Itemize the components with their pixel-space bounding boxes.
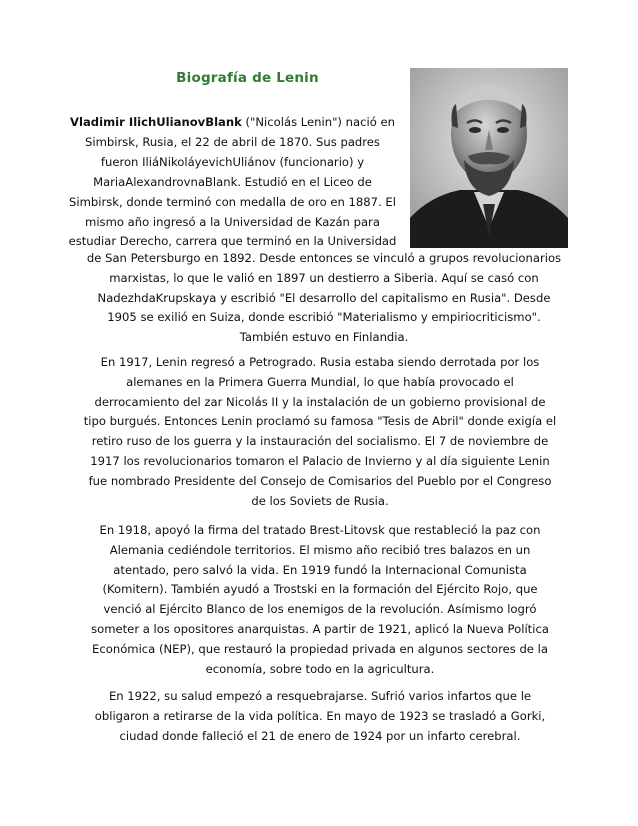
paragraph-line: obligaron a retirarse de la vida política. En mayo de 1923 se trasladó a Gorki, bbox=[94, 708, 546, 723]
paragraph-line: de los Soviets de Rusia. bbox=[251, 493, 389, 508]
paragraph-line: NadezhdaKrupskaya y escribió "El desarrollo del capitalismo en Rusia". Desde bbox=[97, 290, 551, 305]
paragraph-line: economía, sobre todo en la agricultura. bbox=[205, 661, 435, 676]
paragraph-line: de San Petersburgo en 1892. Desde entonces se vinculó a grupos revolucionarios bbox=[86, 251, 562, 265]
paragraph-3 bbox=[75, 521, 565, 679]
intro-line: estudiar Derecho, carrera que terminó en la Universidad bbox=[68, 234, 397, 249]
paragraph-4 bbox=[75, 687, 565, 746]
paragraph-line: alemanes en la Primera Guerra Mundial, lo que había provocado el bbox=[126, 374, 514, 389]
paragraph-line: 1905 se exilió en Suiza, donde escribió "Materialismo y empiriocriticismo". bbox=[107, 310, 541, 325]
intro-line: mismo año ingresó a la Universidad de Kazán para bbox=[85, 214, 380, 229]
paragraph-line: ciudad donde falleció el 21 de enero de 1924 por un infarto cerebral. bbox=[119, 728, 521, 743]
paragraph-line: retiro ruso de los guerra y la instauración del socialismo. El 7 de noviembre de bbox=[91, 434, 549, 449]
intro-line: fueron IliáNikoláyevichUliánov (funcionario) y bbox=[100, 154, 365, 169]
intro-text bbox=[60, 113, 405, 252]
paragraph-line: derrocamiento del zar Nicolás II y la instalación de un gobierno provisional de bbox=[94, 394, 546, 409]
paragraph-line: En 1922, su salud empezó a resquebrajarse. Sufrió varios infartos que le bbox=[108, 689, 532, 703]
intro-line: Simbirsk, Rusia, el 22 de abril de 1870. Sus padres bbox=[85, 134, 380, 149]
paragraph-line: tipo burgués. Entonces Lenin proclamó su famosa "Tesis de Abril" donde exigía el bbox=[83, 414, 557, 429]
paragraph-line: fue nombrado Presidente del Consejo de Comisarios del Pueblo por el Congreso bbox=[88, 473, 552, 488]
paragraph-1-continued bbox=[82, 249, 566, 348]
portrait-photo bbox=[410, 68, 568, 248]
paragraph-line: Económica (NEP), que restauró la propiedad privada en algunos sectores de la bbox=[92, 641, 548, 656]
paragraph-line: 1917 los revolucionarios tomaron el Palacio de Invierno y al día siguiente Lenin bbox=[90, 453, 550, 468]
paragraph-line: Alemania cediéndole territorios. El mismo año recibió tres balazos en un bbox=[109, 542, 531, 557]
paragraph-line: También estuvo en Finlandia. bbox=[239, 330, 409, 345]
paragraph-line: someter a los opositores anarquistas. A partir de 1921, aplicó la Nueva Política bbox=[91, 621, 549, 636]
paragraph-line: venció al Ejército Blanco de los enemigos de la revolución. Asímismo logró bbox=[103, 602, 537, 617]
intro-line-1-rest: ("Nicolás Lenin") nació en bbox=[241, 115, 395, 129]
page-title: Biografía de Lenin bbox=[176, 70, 319, 86]
portrait-image bbox=[410, 68, 568, 248]
paragraph-line: En 1917, Lenin regresó a Petrogrado. Rusia estaba siendo derrotada por los bbox=[100, 355, 540, 369]
paragraph-line: atentado, pero salvó la vida. En 1919 fundó la Internacional Comunista bbox=[113, 562, 527, 577]
intro-line: Simbirsk, donde terminó con medalla de oro en 1887. El bbox=[69, 194, 396, 209]
paragraph-line: (Komitern). También ayudó a Trostski en la formación del Ejército Rojo, que bbox=[102, 582, 538, 597]
paragraph-line: marxistas, lo que le valió en 1897 un destierro a Siberia. Aquí se casó con bbox=[109, 270, 539, 285]
subject-name: Vladimir IlichUlianovBlank bbox=[70, 115, 242, 129]
intro-line: MariaAlexandrovnaBlank. Estudió en el Liceo de bbox=[93, 174, 372, 189]
paragraph-line: En 1918, apoyó la firma del tratado Brest-Litovsk que restableció la paz con bbox=[99, 523, 541, 537]
paragraph-2 bbox=[75, 353, 565, 511]
